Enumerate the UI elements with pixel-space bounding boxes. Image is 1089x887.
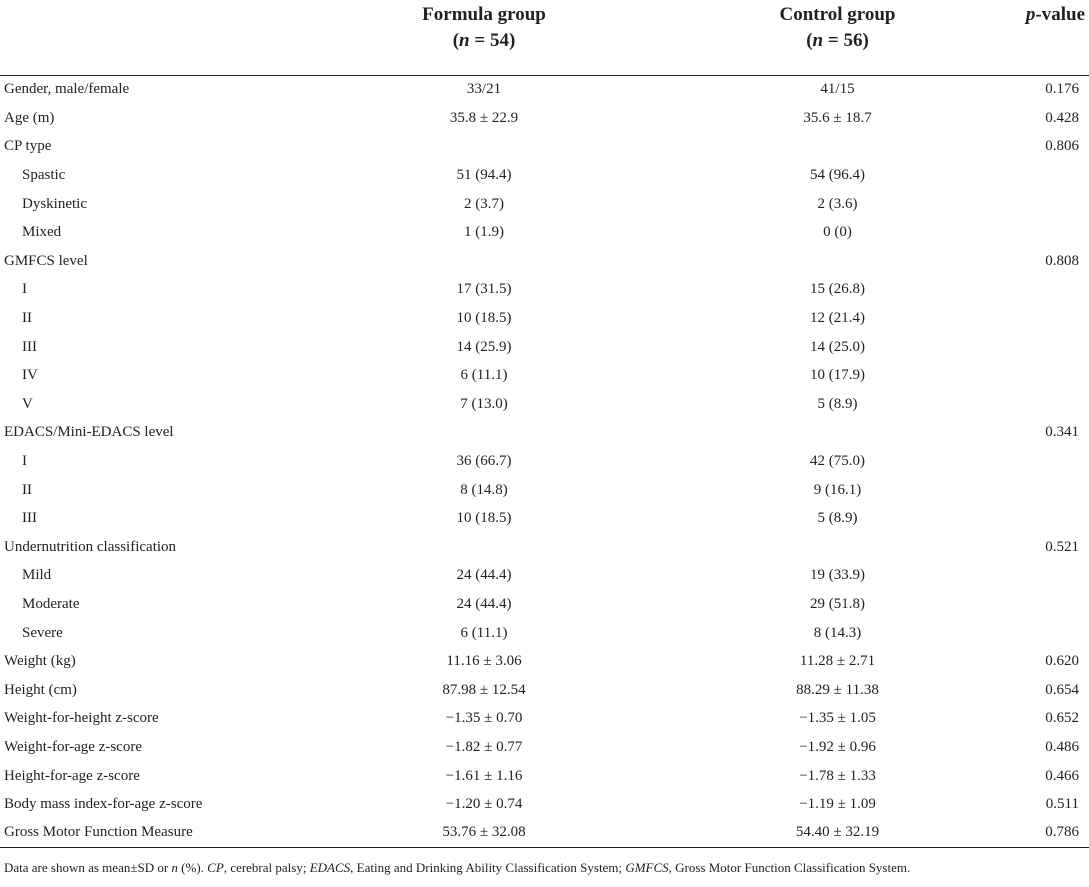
control-group-value: −1.92 ± 0.96 (799, 738, 876, 755)
row-label: GMFCS level (4, 252, 88, 269)
formula-n-label: n (459, 30, 470, 51)
p-value: 0.341 (1045, 424, 1079, 441)
row-label: Gender, male/female (4, 81, 130, 98)
p-value (1005, 619, 1089, 648)
row-label: IV (22, 367, 38, 384)
formula-group-value: 51 (94.4) (456, 167, 512, 184)
formula-group-value (330, 533, 620, 562)
p-value (1005, 276, 1089, 305)
header-control-group (620, 0, 1005, 75)
formula-group-value: −1.20 ± 0.74 (445, 796, 523, 813)
p-value: 0.786 (1005, 819, 1089, 848)
table-row (0, 76, 1089, 105)
control-group-value: 5 (8.9) (817, 395, 858, 412)
table-row (0, 676, 1089, 705)
formula-group-value: −1.82 ± 0.77 (445, 738, 523, 755)
formula-group-value: 14 (25.9) (456, 338, 512, 355)
row-label: II (22, 481, 32, 498)
formula-group-value: 6 (11.1) (460, 367, 508, 384)
control-group-value: 54.40 ± 32.19 (620, 819, 1005, 848)
table-row (0, 590, 1089, 619)
row-label: Height-for-age z-score (4, 767, 140, 784)
control-n-value: = 56 (823, 30, 863, 51)
formula-group-value: 2 (3.7) (464, 195, 504, 212)
table-row (0, 476, 1089, 505)
footnote-cp-def: , cerebral palsy; (223, 860, 310, 875)
row-label: Body mass index-for-age z-score (4, 796, 203, 813)
control-group-value (620, 133, 1005, 162)
formula-group-value: 7 (13.0) (460, 395, 508, 412)
formula-group-value: 6 (11.1) (460, 624, 508, 641)
table-row (0, 247, 1089, 276)
p-value (1005, 361, 1089, 390)
p-value (1005, 161, 1089, 190)
row-label: Age (m) (4, 109, 55, 126)
table-row (0, 276, 1089, 305)
row-label: Moderate (22, 595, 80, 612)
header-p-value (1005, 0, 1089, 75)
row-label: I (22, 453, 27, 470)
row-label: V (22, 395, 33, 412)
control-group-value: 54 (96.4) (810, 167, 865, 184)
p-value: 0.521 (1045, 538, 1079, 555)
formula-group-value (330, 247, 620, 276)
p-value: 0.620 (1045, 653, 1079, 670)
footnote-gmfcs-abbr: GMFCS (625, 860, 669, 875)
p-value: 0.511 (1045, 796, 1079, 813)
p-value: 0.466 (1045, 767, 1079, 784)
row-label: EDACS/Mini-EDACS level (4, 424, 174, 441)
formula-group-value: 1 (1.9) (464, 224, 504, 241)
footnote-text-2: (%). (177, 860, 208, 875)
footnote-gmfcs-def: , Gross Motor Function Classification System. (668, 860, 911, 875)
p-value: 0.654 (1045, 681, 1079, 698)
row-label: Mild (22, 567, 52, 584)
table-row (0, 419, 1089, 448)
table-row (0, 562, 1089, 591)
p-value (1005, 390, 1089, 419)
formula-group-value: 24 (44.4) (456, 567, 512, 584)
control-group-title: Control group (779, 4, 896, 25)
p-value (1005, 190, 1089, 219)
control-group-value: −1.35 ± 1.05 (799, 710, 876, 727)
p-value (1005, 333, 1089, 362)
table-row (0, 304, 1089, 333)
formula-group-value: 17 (31.5) (456, 281, 512, 298)
table-row (0, 619, 1089, 648)
table-row (0, 533, 1089, 562)
formula-group-title: Formula group (422, 4, 546, 25)
control-group-value: 2 (3.6) (817, 195, 858, 212)
row-label: II (22, 310, 32, 327)
row-label: III (22, 338, 37, 355)
control-group-value: −1.78 ± 1.33 (799, 767, 876, 784)
control-group-value: 8 (14.3) (813, 624, 862, 641)
control-group-value (620, 247, 1005, 276)
formula-group-value: −1.35 ± 0.70 (445, 710, 523, 727)
footnote-edacs-def: , Eating and Drinking Ability Classification System; (350, 860, 626, 875)
row-label: Undernutrition classification (4, 538, 177, 555)
p-value: 0.486 (1045, 738, 1079, 755)
formula-group-value: 33/21 (466, 81, 502, 98)
control-group-value: 41/15 (820, 81, 855, 98)
p-label-italic: p (1025, 4, 1036, 25)
control-group-value: 19 (33.9) (810, 567, 865, 584)
formula-group-value: 8 (14.8) (460, 481, 508, 498)
row-label: Weight (kg) (4, 653, 76, 670)
p-value (1005, 504, 1089, 533)
control-group-value: 12 (21.4) (810, 310, 865, 327)
table-row (0, 447, 1089, 476)
p-value: 0.806 (1045, 138, 1079, 155)
control-group-value: −1.19 ± 1.09 (799, 796, 876, 813)
p-value (1005, 476, 1089, 505)
control-group-value: 5 (8.9) (817, 510, 858, 527)
table-row (0, 762, 1089, 791)
table-row (0, 705, 1089, 734)
header-label-cell (0, 0, 330, 75)
control-group-value: 14 (25.0) (810, 338, 865, 355)
control-group-value: 11.28 ± 2.71 (799, 653, 876, 670)
formula-group-value (330, 133, 620, 162)
row-label: Weight-for-height z-score (4, 710, 159, 727)
footnote-n: n (171, 860, 178, 875)
table-row (0, 104, 1089, 133)
p-label-rest: -value (1035, 4, 1085, 25)
p-value: 0.428 (1045, 109, 1079, 126)
p-value: 0.652 (1045, 710, 1079, 727)
row-label: Gross Motor Function Measure (0, 819, 330, 848)
table-header (0, 0, 1089, 76)
formula-group-value: 10 (18.5) (456, 310, 512, 327)
p-value (1005, 304, 1089, 333)
formula-group-value: 24 (44.4) (456, 595, 512, 612)
control-group-value: 9 (16.1) (813, 481, 862, 498)
control-group-value: 88.29 ± 11.38 (796, 681, 879, 698)
table-row (0, 504, 1089, 533)
row-label: Spastic (22, 167, 66, 184)
formula-group-value: 11.16 ± 3.06 (446, 653, 522, 670)
control-n-label: n (812, 30, 824, 51)
p-value (1005, 447, 1089, 476)
control-group-value: 15 (26.8) (810, 281, 865, 298)
control-group-n: (n = 56) (806, 30, 869, 51)
control-group-value (620, 419, 1005, 448)
formula-group-value: 53.76 ± 32.08 (330, 819, 620, 848)
table-row (0, 333, 1089, 362)
formula-group-value: 36 (66.7) (456, 453, 512, 470)
row-label: III (22, 510, 37, 527)
control-group-value: 29 (51.8) (810, 595, 865, 612)
control-group-value: 35.6 ± 18.7 (803, 109, 872, 126)
footnote-text-1: Data are shown as mean±SD or (4, 860, 172, 875)
footnote-cp-abbr: CP (207, 860, 224, 875)
p-value: 0.176 (1045, 81, 1079, 98)
p-value: 0.808 (1045, 252, 1079, 269)
formula-group-value (330, 419, 620, 448)
table-row (0, 190, 1089, 219)
table-row (0, 733, 1089, 762)
footnote-edacs-abbr: EDACS (309, 860, 351, 875)
table-row (0, 790, 1089, 819)
table-body (0, 76, 1089, 848)
table-row (0, 218, 1089, 247)
row-label: CP type (4, 138, 52, 155)
formula-group-value: 35.8 ± 22.9 (449, 109, 519, 126)
table-row (0, 390, 1089, 419)
table-row (0, 361, 1089, 390)
table-row (0, 647, 1089, 676)
row-label: Dyskinetic (22, 195, 87, 212)
formula-n-value: = 54 (469, 30, 509, 51)
row-label: Mixed (22, 224, 62, 241)
formula-group-value: 87.98 ± 12.54 (442, 681, 526, 698)
table-row (0, 161, 1089, 190)
control-group-value: 10 (17.9) (810, 367, 865, 384)
control-group-value: 0 (0) (823, 224, 852, 241)
formula-group-n: (n = 54) (452, 30, 516, 51)
control-group-value: 42 (75.0) (810, 453, 865, 470)
header-formula-group (330, 0, 620, 75)
table-footnote (4, 860, 1084, 876)
p-value (1005, 218, 1089, 247)
table-row (0, 133, 1089, 162)
row-label: Severe (22, 624, 63, 641)
row-label: Height (cm) (4, 681, 77, 698)
p-value (1005, 590, 1089, 619)
table-row (0, 819, 1089, 848)
control-group-value (620, 533, 1005, 562)
row-label: Weight-for-age z-score (4, 738, 142, 755)
row-label: I (22, 281, 27, 298)
formula-group-value: −1.61 ± 1.16 (445, 767, 523, 784)
formula-group-value: 10 (18.5) (456, 510, 512, 527)
p-value (1005, 562, 1089, 591)
